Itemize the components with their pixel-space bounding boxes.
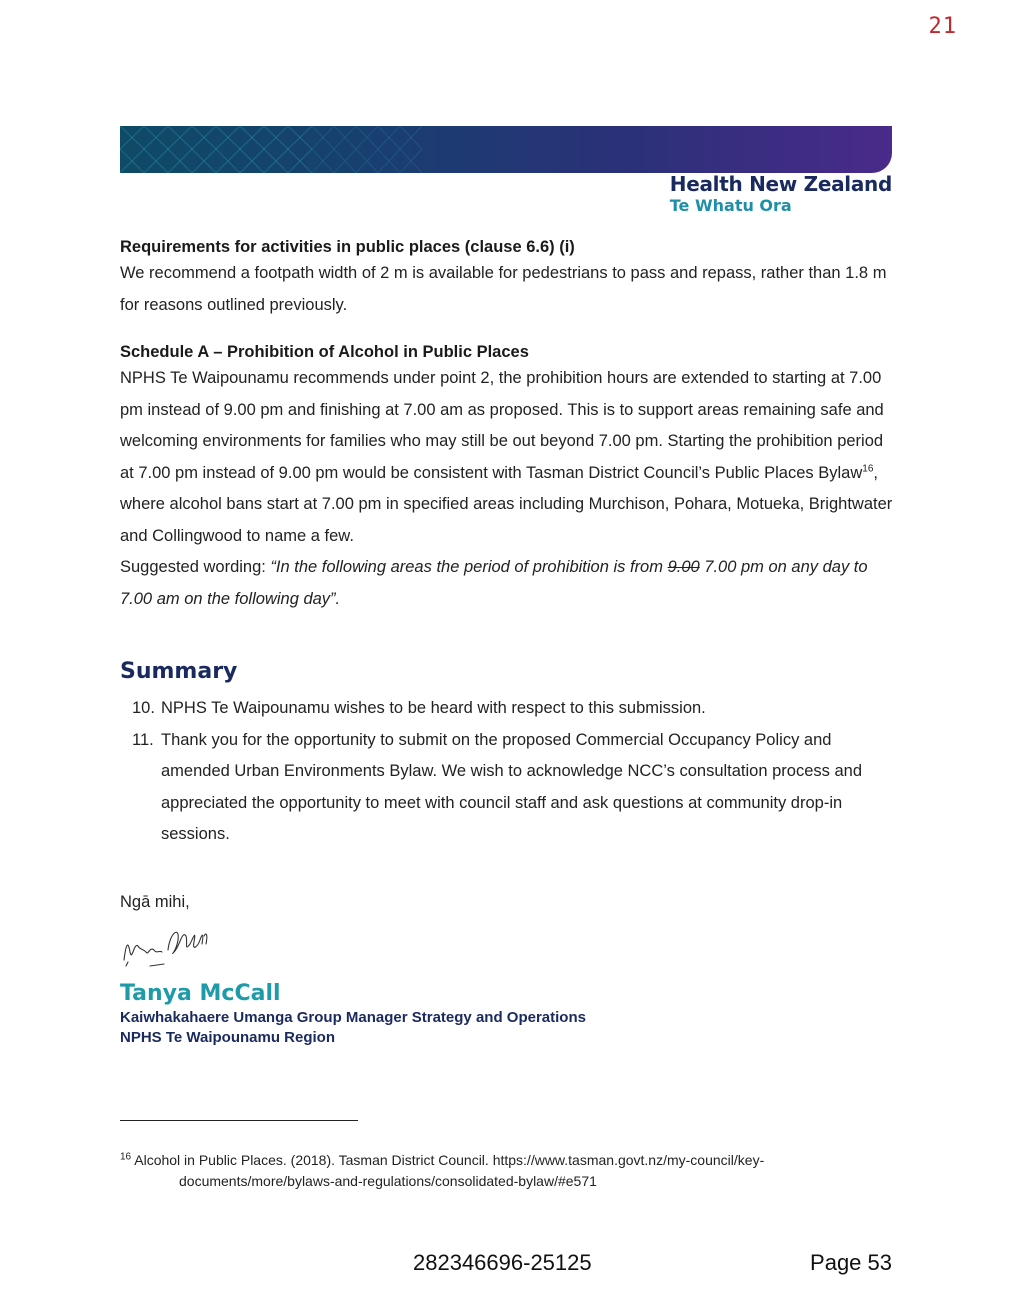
signatory-name: Tanya McCall: [120, 981, 281, 1006]
section-paragraph-schedule-a: [120, 363, 900, 552]
suggested-quote-part1: “In the following areas the period of prohibition is from: [270, 558, 668, 576]
signatory-region: NPHS Te Waipounamu Region: [120, 1029, 336, 1046]
page-stamp-number: 21: [928, 14, 957, 39]
footnote: [120, 1150, 820, 1192]
brand-logo: [670, 172, 892, 216]
list-item: [120, 693, 900, 725]
suggested-wording: [120, 552, 900, 615]
banner-pattern: [120, 126, 892, 173]
list-item: [120, 725, 900, 851]
suggested-wording-label: Suggested wording:: [120, 558, 271, 576]
struck-time: 9.00: [667, 558, 700, 576]
footnote-text: Alcohol in Public Places. (2018). Tasman District Council. https://www.tasman.govt.nz/my-council/key-: [131, 1152, 765, 1168]
header-banner: [120, 126, 892, 173]
list-item-text: NPHS Te Waipounamu wishes to be heard with respect to this submission.: [161, 699, 706, 717]
summary-heading: Summary: [120, 659, 238, 684]
schedule-a-text-part2: , where alcohol bans start at 7.00 pm in specified areas including Murchison, Pohara, Motueka, Brightwater and Collingwood to name a few.: [120, 463, 893, 545]
document-body: [120, 236, 900, 1048]
document-id: 282346696-25125: [413, 1250, 592, 1275]
list-item-number: 11.: [132, 730, 154, 749]
footnote-reference: 16: [862, 463, 874, 474]
footnote-url-continuation: documents/more/bylaws-and-regulations/consolidated-bylaw/#e571: [179, 1173, 597, 1189]
signature-image: [120, 922, 220, 974]
section-heading-schedule-a: Schedule A – Prohibition of Alcohol in Public Places: [120, 343, 529, 361]
list-item-number: 10.: [132, 699, 155, 717]
footnote-divider: [120, 1120, 358, 1121]
page-number: Page 53: [810, 1250, 892, 1275]
brand-name: Health New Zealand: [669, 172, 892, 196]
schedule-a-text-part1: NPHS Te Waipounamu recommends under point 2, the prohibition hours are extended to starting at 7.00 pm instead of 9.00 pm and finishing at 7.00 am as proposed. This is to support areas remaining safe and welcoming environments for families who may still be out beyond 7.00 pm. Starting the prohibition period at 7.00 pm instead of 9.00 pm would be consistent with Tasman District Council’s Public Places Bylaw: [120, 369, 884, 482]
brand-subname: Te Whatu Ora: [669, 196, 792, 215]
suggested-quote-part2: 7.00 pm on any day to 7.00 am on the following day”.: [120, 558, 868, 608]
summary-list: [120, 693, 900, 851]
footnote-number: 16: [120, 1151, 132, 1163]
signatory-role: Kaiwhakahaere Umanga Group Manager Strategy and Operations: [120, 1009, 586, 1026]
section-heading-activities: Requirements for activities in public places (clause 6.6) (i): [120, 238, 575, 256]
section-paragraph-activities: We recommend a footpath width of 2 m is available for pedestrians to pass and repass, rather than 1.8 m for reasons outlined previously.: [120, 264, 887, 314]
list-item-text: Thank you for the opportunity to submit on the proposed Commercial Occupancy Policy and amended Urban Environments Bylaw. We wish to acknowledge NCC’s consultation process and appreciated the opportunity to meet with council staff and ask questions at community drop-in sessions.: [161, 730, 863, 843]
closing-greeting: Ngā mihi,: [120, 892, 190, 911]
